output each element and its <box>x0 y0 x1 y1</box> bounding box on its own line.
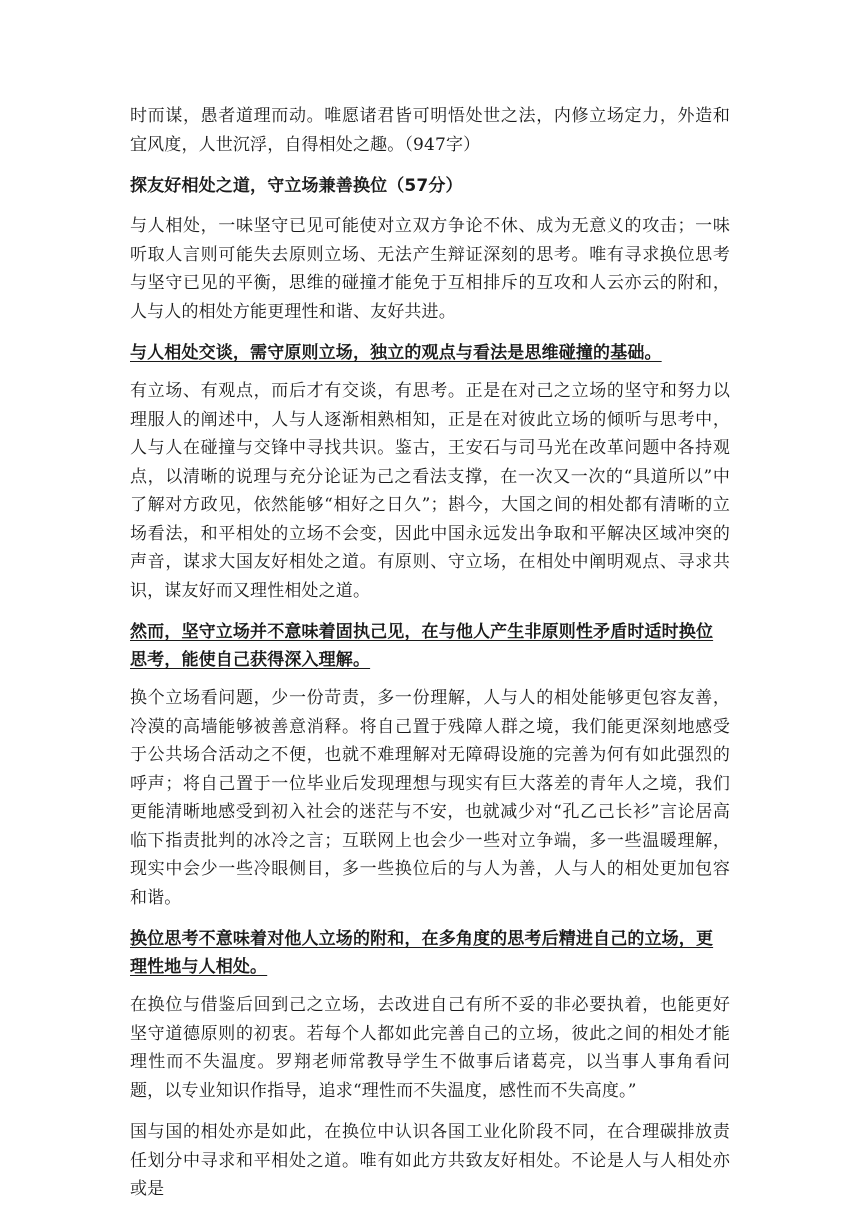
section-heading <box>130 618 730 674</box>
section-heading <box>130 339 730 367</box>
section-heading <box>130 925 730 981</box>
section-heading-text: 与人相处交谈，需守原则立场，独立的观点与看法是思维碰撞的基础。 <box>130 343 662 363</box>
body-paragraph: 国与国的相处亦是如此，在换位中认识各国工业化阶段不同，在合理碳排放责任划分中寻求和平相处之道。唯有如此方共致友好相处。不论是人与人相处亦或是 <box>130 1122 730 1199</box>
body-paragraph: 换个立场看问题，少一份苛责，多一份理解，人与人的相处能够更包容友善，冷漠的高墙能够被善意消释。将自己置于残障人群之境，我们能更深刻地感受于公共场合活动之不便，也就不难理解对无障碍设施的完善为何有如此强烈的呼声；将自己置于一位毕业后发现理想与现实有巨大落差的青年人之境，我们更能清晰地感受到初入社会的迷茫与不安，也就减少对“孔乙己长衫”言论居高临下指责批判的冰冷之言；互联网上也会少一些对立争端，多一些温暖理解，现实中会少一些冷眼侧目，多一些换位后的与人为善，人与人的相处更加包容和谐。 <box>130 688 730 908</box>
intro-tail-paragraph: 时而谋，愚者道理而动。唯愿诸君皆可明悟处世之法，内修立场定力，外造和宜风度，人世沉浮，自得相处之趣。（947字） <box>130 106 730 155</box>
body-paragraph: 有立场、有观点，而后才有交谈，有思考。正是在对己之立场的坚守和努力以理服人的阐述中，人与人逐渐相熟相知，正是在对彼此立场的倾听与思考中，人与人在碰撞与交锋中寻找共识。鉴古，王安石与司马光在改革问题中各持观点，以清晰的说理与充分论证为己之看法支撑，在一次又一次的“具道所以”中了解对方政见，依然能够“相好之日久”；斟今，大国之间的相处都有清晰的立场看法，和平相处的立场不会变，因此中国永远发出争取和平解决区域冲突的声音，谋求大国友好相处之道。有原则、守立场，在相处中阐明观点、寻求共识，谋友好而又理性相处之道。 <box>130 381 730 601</box>
body-paragraph: 在换位与借鉴后回到己之立场，去改进自己有所不妥的非必要执着，也能更好坚守道德原则的初衷。若每个人都如此完善自己的立场，彼此之间的相处才能理性而不失温度。罗翔老师常教导学生不做事后诸葛亮，以当事人事角看问题，以专业知识作指导，追求“理性而不失温度，感性而不失高度。” <box>130 995 730 1101</box>
essay-title: 探友好相处之道，守立场兼善换位（57分） <box>130 176 463 196</box>
document-page <box>130 102 730 1217</box>
body-paragraph: 与人相处，一味坚守已见可能使对立双方争论不休、成为无意义的攻击；一味听取人言则可能失去原则立场、无法产生辩证深刻的思考。唯有寻求换位思考与坚守已见的平衡，思维的碰撞才能免于互相排斥的互攻和人云亦云的附和，人与人的相处方能更理性和谐、友好共进。 <box>130 216 730 322</box>
section-heading-text: 换位思考不意味着对他人立场的附和，在多角度的思考后精进自己的立场，更理性地与人相处。 <box>130 929 714 977</box>
section-heading-text: 然而，坚守立场并不意味着固执己见，在与他人产生非原则性矛盾时适时换位思考，能使自己获得深入理解。 <box>130 622 714 670</box>
